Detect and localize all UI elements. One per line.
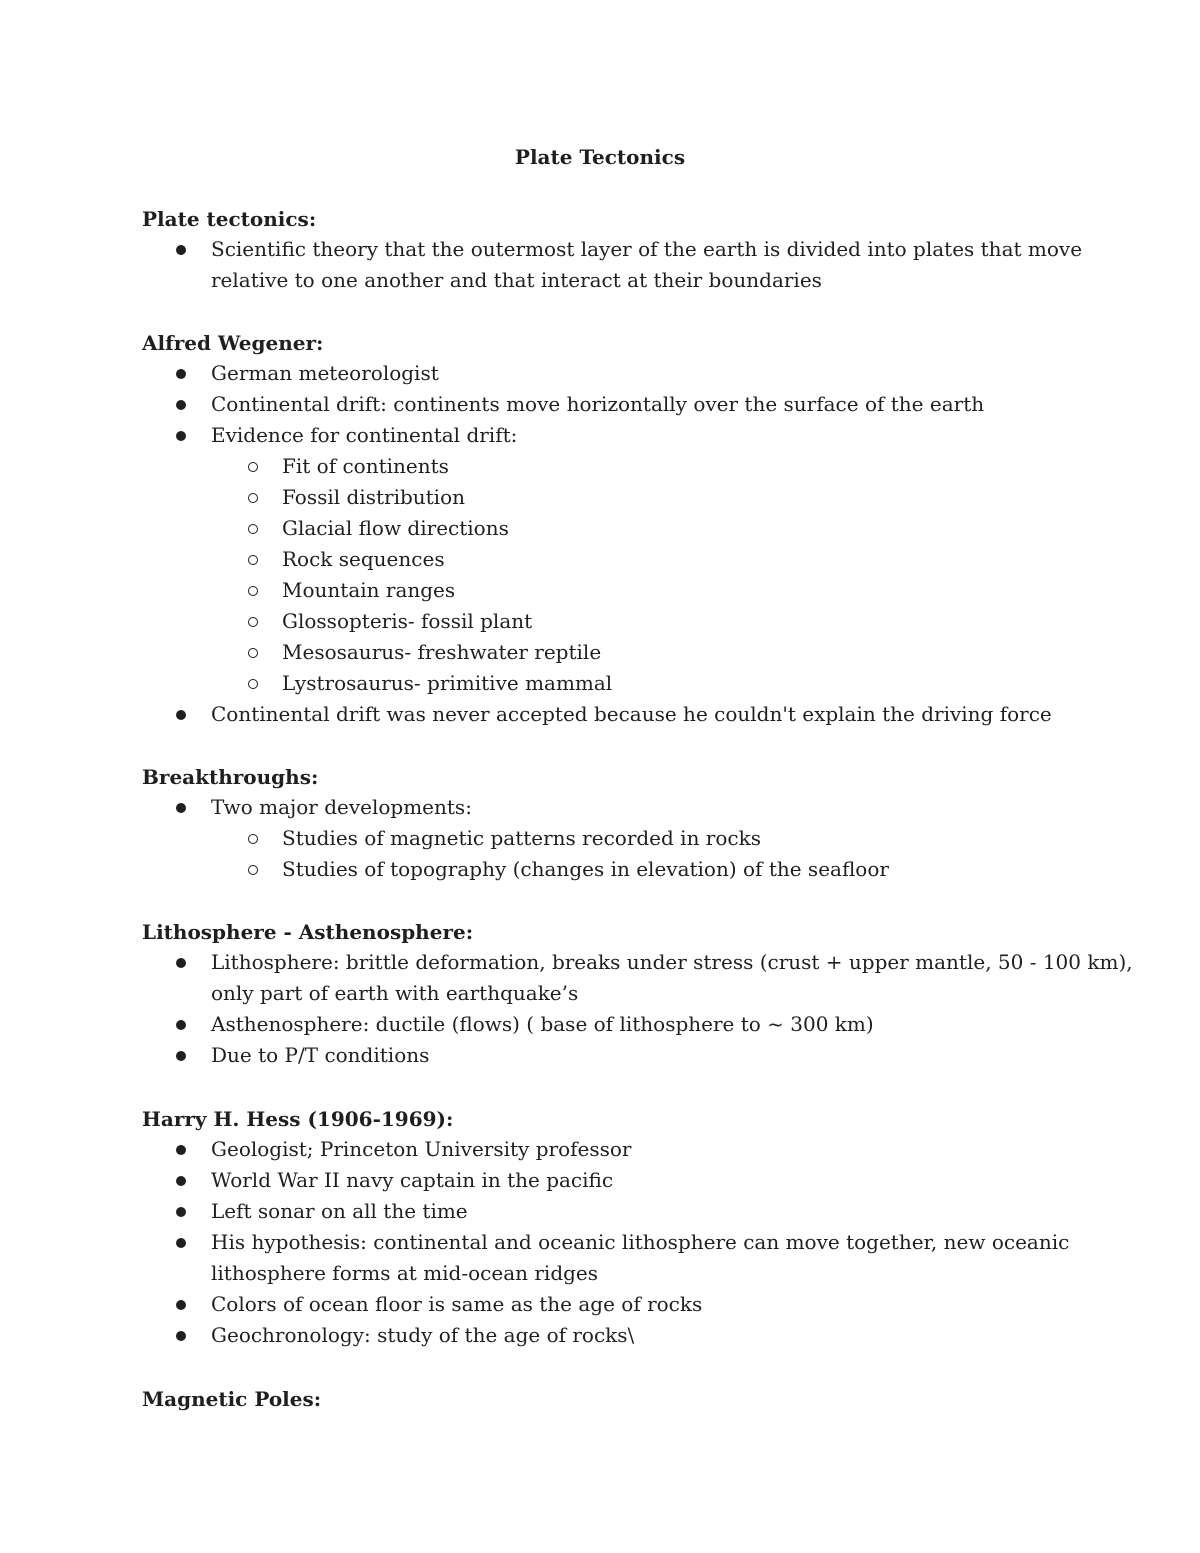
list-item: Two major developments: — [211, 795, 472, 819]
list-item: Left sonar on all the time — [211, 1199, 468, 1223]
heading-plate-tectonics: Plate tectonics: — [142, 207, 317, 231]
bullet-icon — [176, 369, 186, 379]
bullet-icon — [176, 958, 186, 968]
heading-alfred-wegener: Alfred Wegener: — [142, 331, 324, 355]
list-item: Geologist; Princeton University professor — [211, 1137, 632, 1161]
sub-bullet-icon — [248, 555, 258, 565]
bullet-icon — [176, 431, 186, 441]
bullet-icon — [176, 1051, 186, 1061]
list-item-continuation: only part of earth with earthquake’s — [211, 981, 579, 1005]
bullet-icon — [176, 245, 186, 255]
bullet-icon — [176, 1207, 186, 1217]
sub-list-item: Studies of topography (changes in elevation) of the seafloor — [282, 857, 889, 881]
list-item-continuation: relative to one another and that interact at their boundaries — [211, 268, 822, 292]
sub-bullet-icon — [248, 679, 258, 689]
sub-list-item: Glossopteris- fossil plant — [282, 609, 533, 633]
heading-lithosphere-asthenosphere: Lithosphere - Asthenosphere: — [142, 920, 474, 944]
heading-magnetic-poles: Magnetic Poles: — [142, 1387, 322, 1411]
list-item: Continental drift was never accepted because he couldn't explain the driving force — [211, 702, 1052, 726]
bullet-icon — [176, 1300, 186, 1310]
heading-harry-hess: Harry H. Hess (1906-1969): — [142, 1107, 454, 1131]
list-item: Colors of ocean floor is same as the age of rocks — [211, 1292, 703, 1316]
bullet-icon — [176, 1331, 186, 1341]
bullet-icon — [176, 1238, 186, 1248]
sub-bullet-icon — [248, 524, 258, 534]
bullet-icon — [176, 710, 186, 720]
sub-bullet-icon — [248, 834, 258, 844]
list-item: World War II navy captain in the pacific — [211, 1168, 614, 1192]
sub-bullet-icon — [248, 865, 258, 875]
sub-list-item: Lystrosaurus- primitive mammal — [282, 671, 613, 695]
sub-list-item: Rock sequences — [282, 547, 445, 571]
sub-list-item: Studies of magnetic patterns recorded in rocks — [282, 826, 761, 850]
heading-breakthroughs: Breakthroughs: — [142, 765, 319, 789]
list-item: Geochronology: study of the age of rocks\ — [211, 1323, 635, 1347]
bullet-icon — [176, 803, 186, 813]
sub-bullet-icon — [248, 648, 258, 658]
bullet-icon — [176, 1020, 186, 1030]
sub-list-item: Fossil distribution — [282, 485, 465, 509]
sub-list-item: Mountain ranges — [282, 578, 456, 602]
sub-list-item: Glacial flow directions — [282, 516, 509, 540]
sub-bullet-icon — [248, 617, 258, 627]
bullet-icon — [176, 1145, 186, 1155]
list-item: German meteorologist — [211, 361, 439, 385]
sub-bullet-icon — [248, 586, 258, 596]
list-item: Evidence for continental drift: — [211, 423, 518, 447]
sub-list-item: Fit of continents — [282, 454, 449, 478]
bullet-icon — [176, 400, 186, 410]
list-item: His hypothesis: continental and oceanic lithosphere can move together, new oceanic — [211, 1230, 1070, 1254]
list-item: Continental drift: continents move horizontally over the surface of the earth — [211, 392, 985, 416]
sub-list-item: Mesosaurus- freshwater reptile — [282, 640, 602, 664]
list-item: Asthenosphere: ductile (flows) ( base of lithosphere to ~ 300 km) — [211, 1012, 874, 1036]
sub-bullet-icon — [248, 493, 258, 503]
list-item: Due to P/T conditions — [211, 1043, 430, 1067]
sub-bullet-icon — [248, 462, 258, 472]
list-item-continuation: lithosphere forms at mid-ocean ridges — [211, 1261, 599, 1285]
bullet-icon — [176, 1176, 186, 1186]
page-title: Plate Tectonics — [514, 145, 686, 169]
list-item: Scientific theory that the outermost layer of the earth is divided into plates that move — [211, 237, 1083, 261]
list-item: Lithosphere: brittle deformation, breaks under stress (crust + upper mantle, 50 - 100 km), — [211, 950, 1133, 974]
